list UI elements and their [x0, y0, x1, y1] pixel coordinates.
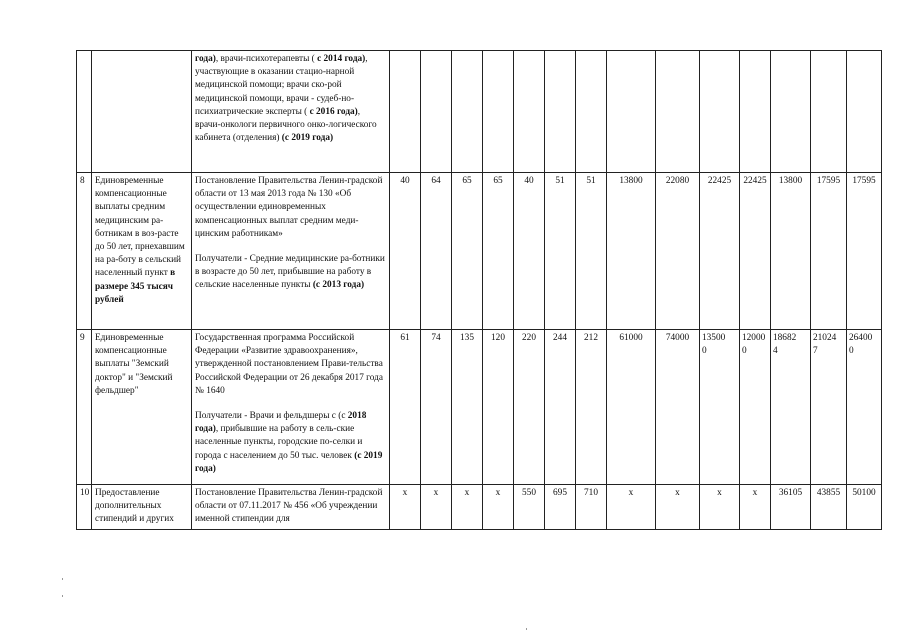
scan-speck: [62, 595, 63, 597]
measure-name: [92, 485, 192, 530]
value-cell: 220: [514, 330, 545, 485]
value-cell: 50100: [847, 485, 882, 530]
row-number: 9: [77, 330, 92, 485]
value-cell: 40: [390, 173, 421, 330]
legal-basis: [192, 51, 390, 173]
value-cell: x: [483, 485, 514, 530]
bold-text: (с 2019 года): [195, 450, 383, 474]
value-cell: x: [390, 485, 421, 530]
paragraph-gap: [195, 241, 386, 253]
value-cell: [421, 51, 452, 173]
value-cell: 51: [545, 173, 576, 330]
text-run: , участвующие в оказании стацио-нарной медицинской помощи; врачи ско-рой медицинской помощи, врачи - судеб-но-психиатрические эксперты (: [195, 54, 368, 117]
value-cell: [607, 51, 656, 173]
value-cell: [656, 51, 700, 173]
value-cell: 61000: [607, 330, 656, 485]
row-number: 8: [77, 173, 92, 330]
value-cell: 244: [545, 330, 576, 485]
value-cell: 17595: [811, 173, 847, 330]
bold-text: с 2016 года): [309, 106, 358, 117]
value-cell: 13500 0: [700, 330, 740, 485]
value-cell: 22425: [740, 173, 771, 330]
measure-name: [92, 51, 192, 173]
bold-text: в размере 345 тысяч рублей: [95, 268, 176, 305]
value-cell: 40: [514, 173, 545, 330]
value-cell: 695: [545, 485, 576, 530]
value-cell: [700, 51, 740, 173]
text-run: Предоставление дополнительных стипендий и других: [95, 488, 174, 525]
value-cell: 22080: [656, 173, 700, 330]
paragraph: [195, 53, 386, 145]
value-cell: 212: [576, 330, 607, 485]
value-cell: [390, 51, 421, 173]
value-cell: 21024 7: [811, 330, 847, 485]
value-cell: 26400 0: [847, 330, 882, 485]
text-run: Государственная программа Российской Федерации «Развитие здравоохранения», утвержденной постановлением Прави-тельства Российской Федерации от 26 декабря 2017 года № 1640: [195, 333, 383, 396]
legal-basis: [192, 485, 390, 530]
value-cell: [771, 51, 811, 173]
value-cell: [452, 51, 483, 173]
text-run: , врачи-онкологи первичного онко-логического кабинета (отделения): [195, 106, 377, 144]
value-cell: [483, 51, 514, 173]
table-row: [77, 51, 882, 173]
value-cell: [514, 51, 545, 173]
text-run: Постановление Правительства Ленин-градской области от 07.11.2017 № 456 «Об учреждении именной стипендии для: [195, 488, 383, 525]
value-cell: 43855: [811, 485, 847, 530]
value-cell: x: [421, 485, 452, 530]
bold-text: года): [195, 54, 216, 64]
bold-text: 2018 года): [195, 410, 367, 435]
value-cell: 120: [483, 330, 514, 485]
value-cell: 51: [576, 173, 607, 330]
value-cell: x: [607, 485, 656, 530]
legal-basis: [192, 330, 390, 485]
value-cell: 65: [452, 173, 483, 330]
value-cell: 36105: [771, 485, 811, 530]
value-cell: 74000: [656, 330, 700, 485]
value-cell: [740, 51, 771, 173]
measure-name: [92, 173, 192, 330]
row-number: 10: [77, 485, 92, 530]
text-run: Получатели - Врачи и фельдшеры с (с: [195, 410, 348, 421]
value-cell: 65: [483, 173, 514, 330]
text-run: Единовременные компенсационные выплаты "Земский доктор" и "Земский фельдшер": [95, 333, 173, 396]
text-run: , врачи-психотерапевты (: [215, 54, 318, 64]
value-cell: 13800: [607, 173, 656, 330]
text-run: , прибывшие на работу в сель-ские населенные пункты, городские по-селки и города с населением до 50 тыс. человек: [195, 424, 363, 461]
value-cell: [811, 51, 847, 173]
value-cell: [847, 51, 882, 173]
value-cell: 64: [421, 173, 452, 330]
value-cell: [545, 51, 576, 173]
value-cell: 710: [576, 485, 607, 530]
paragraph: [195, 332, 386, 398]
value-cell: x: [700, 485, 740, 530]
value-cell: 12000 0: [740, 330, 771, 485]
value-cell: x: [740, 485, 771, 530]
value-cell: 74: [421, 330, 452, 485]
paragraph: [195, 175, 386, 241]
table-body: [77, 51, 882, 530]
value-cell: 17595: [847, 173, 882, 330]
table-row: [77, 330, 882, 485]
paragraph: [195, 487, 386, 527]
measure-name: [92, 330, 192, 485]
value-cell: x: [656, 485, 700, 530]
scan-speck: [62, 578, 63, 580]
text-run: Единовременные компенсационные выплаты средним медицинским ра-ботникам в воз-расте до 50 лет, прнехавшим на ра-боту в сельский населенный пункт: [95, 176, 185, 279]
bold-text: (с 2013 года): [312, 280, 365, 291]
value-cell: 550: [514, 485, 545, 530]
legal-basis: [192, 173, 390, 330]
value-cell: 13800: [771, 173, 811, 330]
value-cell: x: [452, 485, 483, 530]
paragraph-gap: [195, 398, 386, 410]
bold-text: с 2014 года): [317, 54, 366, 64]
text-run: Получатели - Средние медицинские ра-ботники в возрасте до 50 лет, прибывшие на работу в сельские населенные пункты: [195, 253, 385, 291]
bold-text: (с 2019 года): [281, 133, 334, 144]
value-cell: 18682 4: [771, 330, 811, 485]
value-cell: 61: [390, 330, 421, 485]
table-row: [77, 173, 882, 330]
paragraph: [195, 410, 386, 476]
scan-speck: [526, 628, 527, 630]
document-table: [76, 50, 882, 530]
value-cell: [576, 51, 607, 173]
value-cell: 22425: [700, 173, 740, 330]
paragraph: [195, 253, 386, 293]
text-run: Постановление Правительства Ленин-градской области от 13 мая 2013 года № 130 «Об осуществлении единовременных компенсационных выплат средним меди-цинским работникам»: [195, 176, 383, 239]
table-row: [77, 485, 882, 530]
value-cell: 135: [452, 330, 483, 485]
row-number: [77, 51, 92, 173]
